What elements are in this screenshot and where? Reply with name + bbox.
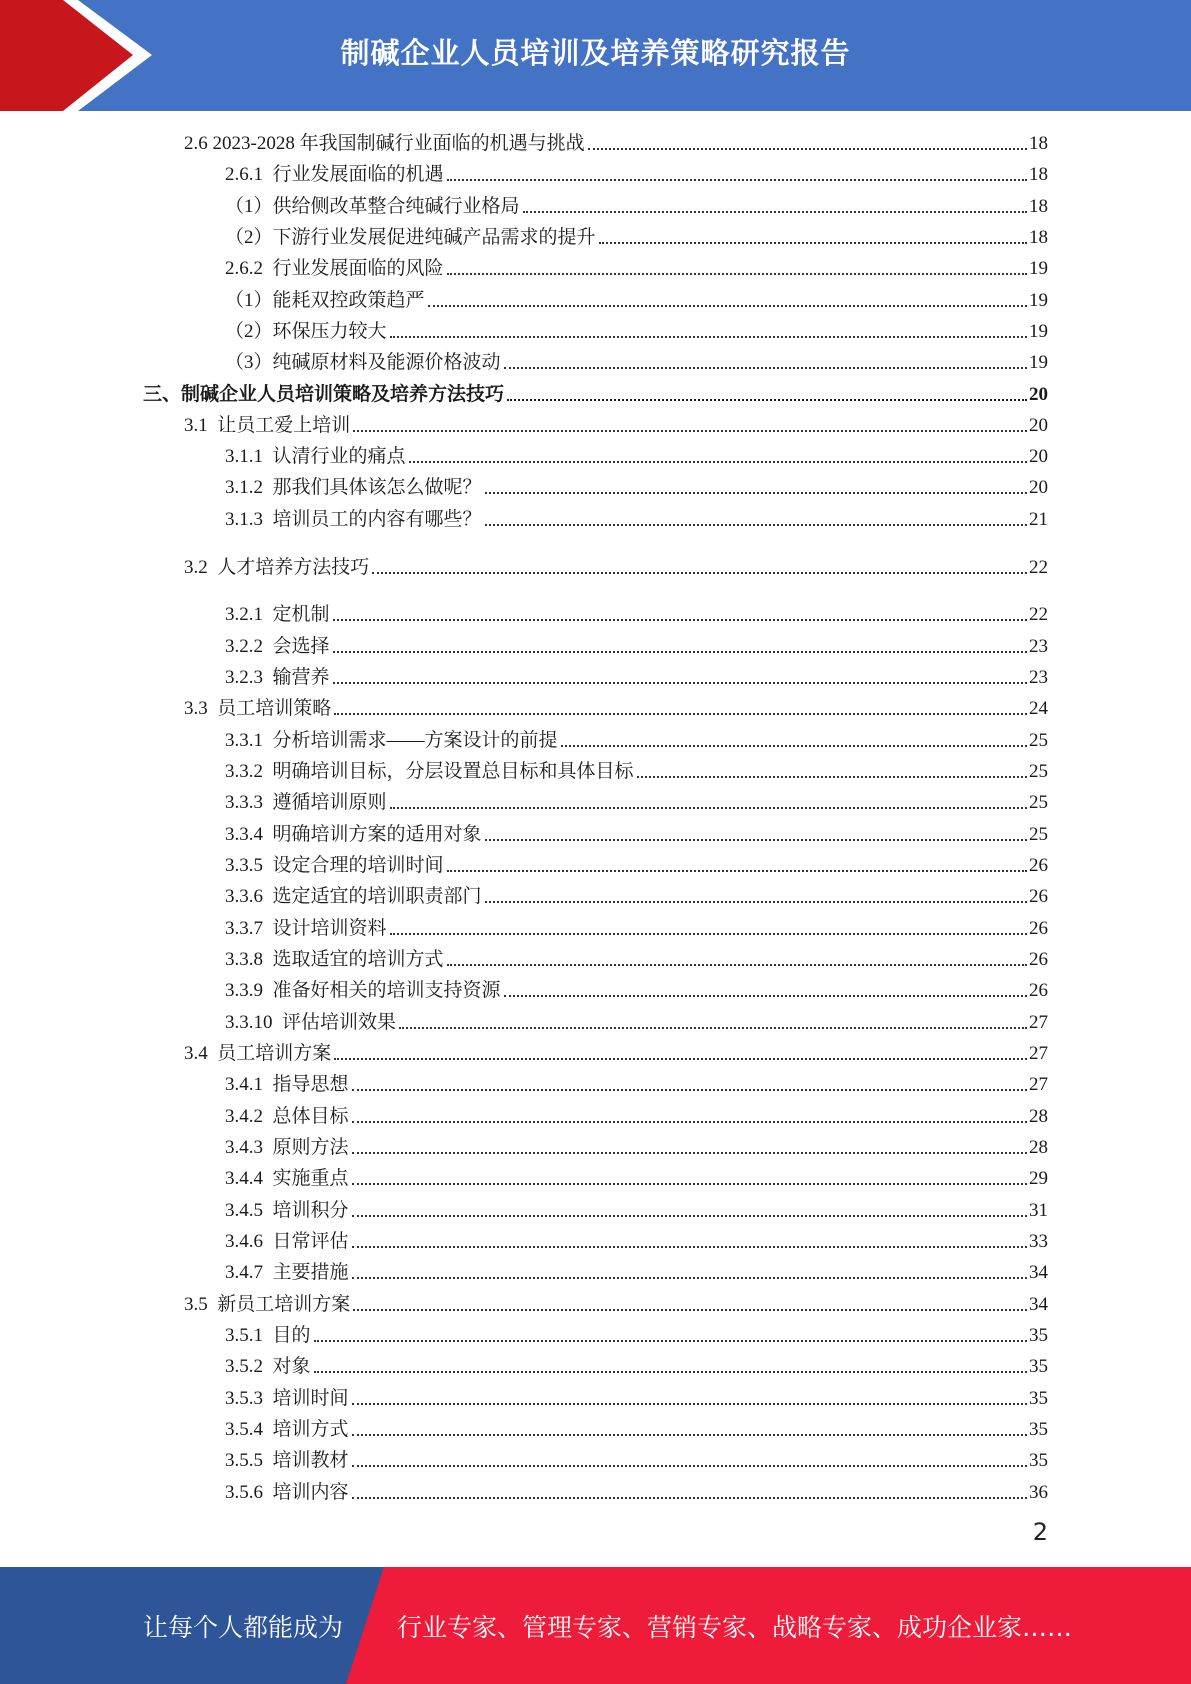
toc-dot-leader [637, 775, 1027, 778]
toc-entry[interactable] [225, 506, 1048, 532]
toc-dot-leader [352, 1151, 1027, 1154]
toc-entry-page: 36 [1029, 1482, 1048, 1503]
page-number: 2 [1032, 1518, 1048, 1546]
toc-entry-number: 3.3 [184, 698, 218, 719]
toc-entry-label: 准备好相关的培训支持资源 [272, 980, 501, 1001]
toc-dot-leader [352, 1182, 1027, 1185]
toc-entry-number: （1） [225, 290, 273, 311]
toc-entry-label: 选取适宜的培训方式 [272, 949, 444, 970]
toc-entry-page: 22 [1029, 557, 1048, 578]
toc-entry-number: 3.5.1 [225, 1325, 273, 1346]
toc-entry-label: 培训员工的内容有哪些？ [272, 509, 482, 530]
toc-entry-number: 3.1.1 [225, 446, 273, 467]
toc-dot-leader [333, 681, 1027, 684]
toc-entry[interactable] [225, 821, 1048, 847]
toc-entry[interactable] [225, 161, 1048, 187]
toc-entry-page: 22 [1029, 604, 1048, 625]
toc-entry-page: 25 [1029, 824, 1048, 845]
toc-dot-leader [485, 491, 1027, 494]
toc-entry[interactable] [225, 1416, 1048, 1442]
toc-entry[interactable] [225, 318, 1048, 344]
toc-dot-leader [352, 1464, 1027, 1467]
toc-entry-number: 3.3.7 [225, 918, 273, 939]
toc-dot-leader [409, 460, 1027, 463]
toc-entry-number: （1） [225, 196, 273, 217]
toc-dot-leader [504, 994, 1027, 997]
toc-entry-page: 25 [1029, 792, 1048, 813]
toc-dot-leader [507, 398, 1027, 401]
toc-dot-leader [352, 1433, 1027, 1436]
toc-entry-label: 行业发展面临的风险 [272, 258, 444, 279]
toc-entry-label: 定机制 [272, 604, 330, 625]
toc-entry-page: 26 [1029, 886, 1048, 907]
toc-entry-label: 2023-2028 年我国制碱行业面临的机遇与挑战 [212, 133, 585, 154]
toc-dot-leader [390, 932, 1027, 935]
toc-dot-leader [333, 618, 1027, 621]
toc-entry-label: 指导思想 [272, 1074, 349, 1095]
toc-dot-leader [352, 1496, 1027, 1499]
toc-entry-number: 3.5 [184, 1294, 218, 1315]
toc-entry-label: 主要措施 [272, 1262, 349, 1283]
toc-entry-label: 新员工培训方案 [217, 1294, 351, 1315]
toc-entry[interactable] [225, 789, 1048, 815]
toc-entry-label: 会选择 [272, 636, 330, 657]
toc-entry[interactable] [225, 1353, 1048, 1379]
toc-entry-page: 25 [1029, 761, 1048, 782]
toc-entry-number: （2） [225, 321, 273, 342]
toc-entry-number: （3） [225, 352, 273, 373]
toc-dot-leader [447, 178, 1027, 181]
report-title: 制碱企业人员培训及培养策略研究报告 [340, 36, 851, 70]
toc-entry-number: 3.4.6 [225, 1231, 273, 1252]
toc-entry-number: 3.1 [184, 415, 218, 436]
toc-entry-page: 34 [1029, 1294, 1048, 1315]
toc-entry-label: 选定适宜的培训职责部门 [272, 886, 482, 907]
toc-entry-page: 20 [1029, 415, 1048, 436]
toc-entry[interactable] [225, 633, 1048, 659]
toc-dot-leader [352, 1245, 1027, 1248]
toc-entry-page: 19 [1029, 321, 1048, 342]
toc-entry-number: 3.3.10 [225, 1012, 282, 1033]
toc-entry-label: 目的 [272, 1325, 311, 1346]
toc-entry-number: 3.3.4 [225, 824, 273, 845]
toc-entry[interactable] [225, 1479, 1048, 1505]
toc-entry[interactable] [225, 664, 1048, 690]
toc-dot-leader [353, 1308, 1027, 1311]
toc-entry[interactable] [225, 977, 1048, 1003]
toc-entry-page: 35 [1029, 1388, 1048, 1409]
toc-entry-number: 3.5.3 [225, 1388, 273, 1409]
toc-entry-number: 3.3.1 [225, 730, 273, 751]
toc-dot-leader [390, 335, 1027, 338]
toc-dot-leader [352, 1088, 1027, 1091]
toc-entry-page: 18 [1029, 133, 1048, 154]
toc-entry-label: 遵循培训原则 [272, 792, 387, 813]
toc-entry-label: 供给侧改革整合纯碱行业格局 [272, 196, 520, 217]
toc-entry-page: 20 [1029, 384, 1048, 405]
toc-entry-number: 3.5.2 [225, 1356, 273, 1377]
toc-dot-leader [390, 806, 1027, 809]
toc-entry-page: 31 [1029, 1200, 1048, 1221]
toc-entry-page: 23 [1029, 667, 1048, 688]
toc-dot-leader [588, 147, 1027, 150]
toc-entry-number: 3.4.4 [225, 1168, 273, 1189]
toc-entry-number: 3.3.3 [225, 792, 273, 813]
toc-entry[interactable] [225, 1071, 1048, 1097]
toc-entry-number: 3.2.1 [225, 604, 273, 625]
toc-entry-number: 3.4.5 [225, 1200, 273, 1221]
toc-dot-leader [352, 1276, 1027, 1279]
toc-entry-page: 18 [1029, 227, 1048, 248]
toc-entry-label: 行业发展面临的机遇 [272, 164, 444, 185]
toc-entry-number: 3.4.2 [225, 1106, 273, 1127]
toc-entry-number: 3.4.7 [225, 1262, 273, 1283]
toc-entry-label: 培训积分 [272, 1200, 349, 1221]
toc-entry[interactable] [225, 224, 1048, 250]
toc-entry[interactable] [225, 1197, 1048, 1223]
toc-entry-label: 能耗双控政策趋严 [272, 290, 425, 311]
toc-entry-page: 28 [1029, 1137, 1048, 1158]
toc-dot-leader [447, 869, 1027, 872]
toc-entry-page: 25 [1029, 730, 1048, 751]
toc-entry-number: 3.4.3 [225, 1137, 273, 1158]
toc-entry-page: 35 [1029, 1419, 1048, 1440]
toc-entry[interactable] [225, 1385, 1048, 1411]
toc-entry-label: 培训内容 [272, 1482, 349, 1503]
toc-entry-number: 3.2.2 [225, 636, 273, 657]
toc-entry-page: 23 [1029, 636, 1048, 657]
toc-entry-label: 下游行业发展促进纯碱产品需求的提升 [272, 227, 596, 248]
toc-entry[interactable] [225, 193, 1048, 219]
toc-entry-label: 分析培训需求——方案设计的前提 [272, 730, 558, 751]
toc-entry-page: 35 [1029, 1325, 1048, 1346]
toc-dot-leader [504, 366, 1027, 369]
toc-entry[interactable] [225, 1009, 1048, 1035]
toc-entry[interactable] [225, 915, 1048, 941]
toc-entry[interactable] [184, 554, 1048, 580]
toc-entry-page: 21 [1029, 509, 1048, 530]
toc-dot-leader [314, 1339, 1027, 1342]
toc-entry-number: 3.3.6 [225, 886, 273, 907]
toc-dot-leader [372, 571, 1027, 574]
toc-entry-page: 19 [1029, 352, 1048, 373]
toc-entry[interactable] [225, 1322, 1048, 1348]
toc-entry[interactable] [225, 946, 1048, 972]
toc-entry[interactable] [225, 255, 1048, 281]
toc-dot-leader [334, 712, 1027, 715]
toc-entry[interactable] [225, 852, 1048, 878]
toc-entry[interactable] [184, 1291, 1048, 1317]
toc-dot-leader [561, 744, 1027, 747]
toc-entry-number: 3.3.5 [225, 855, 273, 876]
toc-entry-page: 35 [1029, 1356, 1048, 1377]
toc-entry-number: 3.3.2 [225, 761, 273, 782]
toc-entry[interactable] [225, 1165, 1048, 1191]
toc-dot-leader [333, 650, 1027, 653]
toc-entry[interactable] [184, 130, 1048, 156]
toc-entry-page: 35 [1029, 1450, 1048, 1471]
toc-dot-leader [447, 272, 1027, 275]
toc-entry-page: 20 [1029, 446, 1048, 467]
toc-entry[interactable] [143, 381, 1048, 407]
footer-slogan-left: 让每个人都能成为 [143, 1612, 344, 1642]
toc-entry-label: 明确培训目标，分层设置总目标和具体目标 [272, 761, 634, 782]
toc-entry-page: 18 [1029, 196, 1048, 217]
toc-entry-page: 26 [1029, 949, 1048, 970]
toc-entry-label: 培训时间 [272, 1388, 349, 1409]
toc-entry[interactable] [225, 1447, 1048, 1473]
toc-entry-label: 设定合理的培训时间 [272, 855, 444, 876]
toc-entry-page: 20 [1029, 477, 1048, 498]
toc-entry-page: 18 [1029, 164, 1048, 185]
toc-entry-label: 让员工爱上培训 [217, 415, 351, 436]
toc-entry-number: 3.1.3 [225, 509, 273, 530]
toc-dot-leader [485, 523, 1027, 526]
toc-entry-page: 19 [1029, 258, 1048, 279]
toc-entry-number: 3.3.8 [225, 949, 273, 970]
toc-entry-number: 2.6.2 [225, 258, 273, 279]
toc-entry-page: 27 [1029, 1074, 1048, 1095]
toc-entry-label: 日常评估 [272, 1231, 349, 1252]
toc-entry-page: 26 [1029, 855, 1048, 876]
toc-entry-number: 3.4 [184, 1043, 218, 1064]
footer-slogan-right: 行业专家、管理专家、营销专家、战略专家、成功企业家…… [397, 1612, 1073, 1642]
toc-entry-label: 输营养 [272, 667, 330, 688]
toc-dot-leader [447, 963, 1027, 966]
toc-entry-number: （2） [225, 227, 273, 248]
toc-dot-leader [599, 241, 1027, 244]
toc-dot-leader [314, 1370, 1027, 1373]
toc-entry-label: 制碱企业人员培训策略及培养方法技巧 [181, 384, 505, 405]
toc-entry[interactable] [225, 601, 1048, 627]
toc-entry-label: 纯碱原材料及能源价格波动 [272, 352, 501, 373]
toc-entry-page: 27 [1029, 1012, 1048, 1033]
toc-dot-leader [352, 1214, 1027, 1217]
toc-dot-leader [428, 304, 1027, 307]
toc-entry-label: 原则方法 [272, 1137, 349, 1158]
toc-entry-number: 2.6.1 [225, 164, 273, 185]
toc-entry-label: 评估培训效果 [282, 1012, 397, 1033]
toc-entry[interactable] [225, 474, 1048, 500]
toc-entry-label: 总体目标 [272, 1106, 349, 1127]
toc-dot-leader [523, 210, 1027, 213]
toc-entry-label: 环保压力较大 [272, 321, 387, 342]
toc-entry-label: 对象 [272, 1356, 311, 1377]
toc-entry-label: 那我们具体该怎么做呢？ [272, 477, 482, 498]
toc-dot-leader [485, 900, 1027, 903]
toc-dot-leader [353, 429, 1027, 432]
toc-entry[interactable] [184, 1040, 1048, 1066]
toc-entry-number: 3.2.3 [225, 667, 273, 688]
toc-entry-label: 员工培训策略 [217, 698, 332, 719]
toc-entry-page: 34 [1029, 1262, 1048, 1283]
toc-entry-number: 2.6 [184, 133, 213, 154]
toc-entry-page: 26 [1029, 918, 1048, 939]
toc-entry-page: 24 [1029, 698, 1048, 719]
toc-entry-page: 33 [1029, 1231, 1048, 1252]
toc-entry-label: 实施重点 [272, 1168, 349, 1189]
toc-dot-leader [352, 1402, 1027, 1405]
toc-entry-number: 3.5.6 [225, 1482, 273, 1503]
toc-entry-label: 人才培养方法技巧 [217, 557, 370, 578]
toc-entry-label: 明确培训方案的适用对象 [272, 824, 482, 845]
toc-entry-page: 28 [1029, 1106, 1048, 1127]
toc-entry-number: 3.4.1 [225, 1074, 273, 1095]
toc-entry-number: 三、 [143, 384, 182, 405]
toc-entry-number: 3.5.5 [225, 1450, 273, 1471]
toc-entry[interactable] [225, 1134, 1048, 1160]
toc-entry[interactable] [225, 1228, 1048, 1254]
toc-entry-label: 认清行业的痛点 [272, 446, 406, 467]
toc-entry-label: 设计培训资料 [272, 918, 387, 939]
toc-entry[interactable] [225, 443, 1048, 469]
toc-entry-label: 培训方式 [272, 1419, 349, 1440]
toc-entry-label: 员工培训方案 [217, 1043, 332, 1064]
toc-entry-page: 26 [1029, 980, 1048, 1001]
toc-entry-page: 29 [1029, 1168, 1048, 1189]
toc-entry[interactable] [225, 287, 1048, 313]
toc-entry[interactable] [225, 883, 1048, 909]
toc-entry-number: 3.2 [184, 557, 218, 578]
toc-entry-number: 3.3.9 [225, 980, 273, 1001]
toc-entry[interactable] [225, 1259, 1048, 1285]
toc-dot-leader [485, 838, 1027, 841]
toc-entry[interactable] [225, 349, 1048, 375]
toc-entry[interactable] [225, 1103, 1048, 1129]
toc-entry[interactable] [225, 727, 1048, 753]
toc-entry[interactable] [184, 695, 1048, 721]
toc-entry-label: 培训教材 [272, 1450, 349, 1471]
toc-dot-leader [399, 1026, 1027, 1029]
toc-entry-page: 19 [1029, 290, 1048, 311]
toc-entry-number: 3.5.4 [225, 1419, 273, 1440]
toc-entry[interactable] [225, 758, 1048, 784]
page-footer [0, 1567, 1191, 1684]
toc-entry-page: 27 [1029, 1043, 1048, 1064]
toc-dot-leader [352, 1120, 1027, 1123]
toc-dot-leader [334, 1057, 1027, 1060]
toc-entry-number: 3.1.2 [225, 477, 273, 498]
toc-entry[interactable] [184, 412, 1048, 438]
